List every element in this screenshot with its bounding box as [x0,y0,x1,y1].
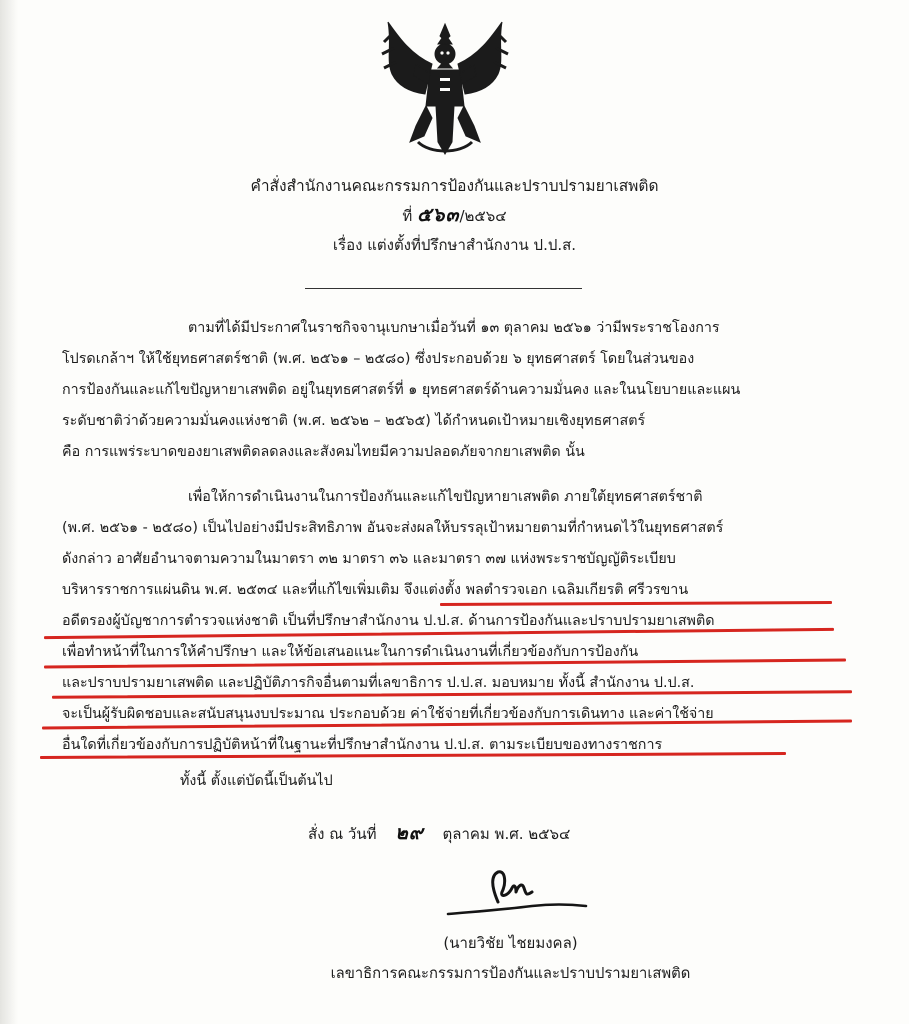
paragraph-1-line: การป้องกันและแก้ไขปัญหายาเสพติด อยู่ในยุทธศาสตร์ที่ ๑ ยุทธศาสตร์ด้านความมั่นคง และในนโยบายและแผน [62,382,741,398]
paragraph-2-line: ดังกล่าว อาศัยอำนาจตามความในมาตรา ๓๒ มาตรา ๓๖ และมาตรา ๓๗ แห่งพระราชบัญญัติระเบียบ [62,551,676,567]
effective-line: ทั้งนี้ ตั้งแต่บัดนี้เป็นต้นไป [180,773,333,789]
paragraph-1-line: คือ การแพร่ระบาดของยาเสพติดลดลงและสังคมไทยมีความปลอดภัยจากยาเสพติด นั้น [62,444,585,460]
order-date [308,823,570,844]
order-number-handwritten: ๕๖๓ [417,204,460,226]
order-subject: เรื่อง แต่งตั้งที่ปรึกษาสำนักงาน ป.ป.ส. [332,236,577,254]
highlight-underline [440,601,832,606]
signer-position: เลขาธิการคณะกรรมการป้องกันและปราบปรามยาเสพติด [330,965,691,982]
order-number [0,205,909,226]
paragraph-2-line: บริหารราชการแผ่นดิน พ.ศ. ๒๕๓๔ และที่แก้ไขเพิ่มเติม จึงแต่งตั้ง พลตำรวจเอก เฉลิมเกียรติ ศรีวรขาน [62,582,689,598]
signature-icon [440,862,590,932]
paragraph-2-line: อดีตรองผู้บัญชาการตำรวจแห่งชาติ เป็นที่ปรึกษาสำนักงาน ป.ป.ส. ด้านการป้องกันและปราบปรามยาเสพติด [62,613,715,629]
paragraph-2-line: จะเป็นผู้รับผิดชอบและสนับสนุนงบประมาณ ประกอบด้วย ค่าใช้จ่ายที่เกี่ยวข้องกับการเดินทาง และค่าใช้จ่าย [62,706,714,722]
paragraph-2-line: เพื่อทำหน้าที่ในการให้คำปรึกษา และให้ข้อเสนอแนะในการดำเนินงานที่เกี่ยวข้องกับการป้องกัน [62,644,639,660]
paragraph-1-line: โปรดเกล้าฯ ให้ใช้ยุทธศาสตร์ชาติ (พ.ศ. ๒๕๖๑ – ๒๕๘๐) ซึ่งประกอบด้วย ๖ ยุทธศาสตร์ โดยในส่วนของ [62,351,695,367]
order-date-prefix: สั่ง ณ วันที่ [308,825,377,843]
paragraph-1-line: ระดับชาติว่าด้วยความมั่นคงแห่งชาติ (พ.ศ. ๒๕๖๒ – ๒๕๖๕) ได้กำหนดเป้าหมายเชิงยุทธศาสตร์ [62,413,646,429]
paragraph-2-line: อื่นใดที่เกี่ยวข้องกับการปฏิบัติหน้าที่ในฐานะที่ปรึกษาสำนักงาน ป.ป.ส. ตามระเบียบของทางราชการ [62,737,663,753]
paragraph-2-line: เพื่อให้การดำเนินงานในการป้องกันและแก้ไขปัญหายาเสพติด ภายใต้ยุทธศาสตร์ชาติ [188,489,703,505]
header-divider [305,288,582,289]
garuda-emblem-icon [370,14,520,164]
order-title: คำสั่งสำนักงานคณะกรรมการป้องกันและปราบปรามยาเสพติด [250,177,659,195]
order-date-handwritten: ๒๙ [395,822,424,844]
paragraph-2-line: (พ.ศ. ๒๕๖๑ - ๒๕๘๐) เป็นไปอย่างมีประสิทธิภาพ อันจะส่งผลให้บรรลุเป้าหมายตามที่กำหนดไว้ในยุทธศาสตร์ [62,520,724,536]
order-number-prefix: ที่ [402,207,413,225]
order-date-suffix: ตุลาคม พ.ศ. ๒๕๖๔ [442,825,571,843]
paragraph-2-line: และปราบปรามยาเสพติด และปฏิบัติภารกิจอื่นตามที่เลขาธิการ ป.ป.ส. มอบหมาย ทั้งนี้ สำนักงาน ป.ป.ส. [62,675,695,691]
scan-edge-shadow [0,0,18,1024]
paragraph-1-line: ตามที่ได้มีประกาศในราชกิจจานุเบกษาเมื่อวันที่ ๑๓ ตุลาคม ๒๕๖๑ ว่ามีพระราชโองการ [188,320,720,336]
order-number-suffix: /๒๕๖๔ [459,207,507,225]
signer-name: (นายวิชัย ไชยมงคล) [443,934,578,952]
